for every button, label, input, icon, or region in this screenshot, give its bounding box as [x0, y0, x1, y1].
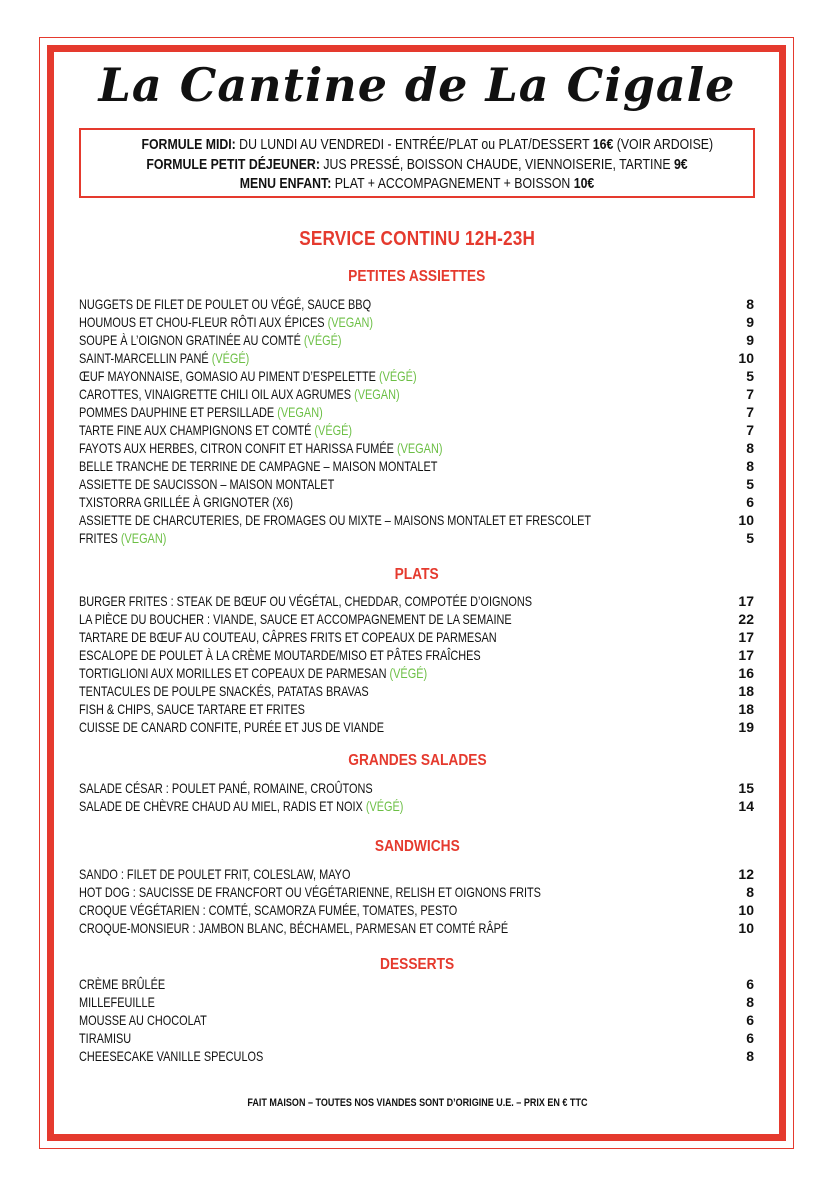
item-price: 19: [738, 719, 754, 735]
restaurant-title: La Cantine de La Cigale: [98, 58, 736, 112]
menu-item: CROQUE VÉGÉTARIEN : COMTÉ, SCAMORZA FUMÉE, TOMATES, PESTO 10: [79, 902, 754, 918]
footer-note: FAIT MAISON – TOUTES NOS VIANDES SONT D’ORIGINE U.E. – PRIX EN € TTC: [246, 1097, 588, 1109]
menu-item: TENTACULES DE POULPE SNACKÉS, PATATAS BRAVAS 18: [79, 683, 754, 699]
menu-item: CUISSE DE CANARD CONFITE, PURÉE ET JUS DE VIANDE 19: [79, 719, 754, 735]
item-price: 18: [738, 701, 754, 717]
section-title-sandwichs: SANDWICHS: [374, 838, 460, 855]
item-price: 8: [746, 296, 754, 312]
formula-box: [79, 128, 755, 198]
menu-item: NUGGETS DE FILET DE POULET OU VÉGÉ, SAUCE BBQ 8: [79, 296, 754, 312]
menu-item: TORTIGLIONI AUX MORILLES ET COPEAUX DE PARMESAN (VÉGÉ) 16: [79, 665, 754, 681]
item-price: 5: [746, 530, 754, 546]
item-price: 9: [746, 332, 754, 348]
menu-item: FRITES (VEGAN) 5: [79, 530, 754, 546]
menu-item: BURGER FRITES : STEAK DE BŒUF OU VÉGÉTAL, CHEDDAR, COMPOTÉE D’OIGNONS 17: [79, 593, 754, 609]
item-price: 6: [746, 1030, 754, 1046]
item-price: 17: [738, 593, 754, 609]
menu-item: ŒUF MAYONNAISE, GOMASIO AU PIMENT D’ESPELETTE (VÉGÉ) 5: [79, 368, 754, 384]
section-title-plats: PLATS: [394, 566, 440, 583]
menu-item: FAYOTS AUX HERBES, CITRON CONFIT ET HARISSA FUMÉE (VEGAN) 8: [79, 440, 754, 456]
item-price: 8: [746, 884, 754, 900]
item-price: 14: [738, 798, 754, 814]
item-price: 8: [746, 440, 754, 456]
section-title-desserts: DESSERTS: [379, 956, 455, 973]
menu-item: HOT DOG : SAUCISSE DE FRANCFORT OU VÉGÉTARIENNE, RELISH ET OIGNONS FRITS 8: [79, 884, 754, 900]
item-price: 7: [746, 386, 754, 402]
menu-item: SANDO : FILET DE POULET FRIT, COLESLAW, MAYO 12: [79, 866, 754, 882]
menu-item: MOUSSE AU CHOCOLAT 6: [79, 1012, 754, 1028]
item-price: 22: [738, 611, 754, 627]
item-price: 5: [746, 368, 754, 384]
item-price: 10: [738, 920, 754, 936]
section-items-grandes-salades: [79, 779, 754, 815]
item-price: 10: [738, 902, 754, 918]
menu-item: TIRAMISU 6: [79, 1030, 754, 1046]
item-price: 7: [746, 404, 754, 420]
item-price: 12: [738, 866, 754, 882]
menu-item: SALADE DE CHÈVRE CHAUD AU MIEL, RADIS ET NOIX (VÉGÉ) 14: [79, 798, 754, 814]
menu-item: SAINT-MARCELLIN PANÉ (VÉGÉ) 10: [79, 350, 754, 366]
menu-item: FISH & CHIPS, SAUCE TARTARE ET FRITES 18: [79, 701, 754, 717]
menu-item: TARTE FINE AUX CHAMPIGNONS ET COMTÉ (VÉGÉ) 7: [79, 422, 754, 438]
menu-item: LA PIÈCE DU BOUCHER : VIANDE, SAUCE ET ACCOMPAGNEMENT DE LA SEMAINE 22: [79, 611, 754, 627]
item-price: 8: [746, 1048, 754, 1064]
item-price: 8: [746, 458, 754, 474]
item-price: 5: [746, 476, 754, 492]
menu-item: ASSIETTE DE CHARCUTERIES, DE FROMAGES OU MIXTE – MAISONS MONTALET ET FRESCOLET 10: [79, 512, 754, 528]
item-price: 16: [738, 665, 754, 681]
menu-item: TXISTORRA GRILLÉE À GRIGNOTER (X6) 6: [79, 494, 754, 510]
section-items-petites-assiettes: [79, 295, 754, 547]
section-title-grandes-salades: GRANDES SALADES: [347, 752, 487, 769]
menu-item: TARTARE DE BŒUF AU COUTEAU, CÂPRES FRITS ET COPEAUX DE PARMESAN 17: [79, 629, 754, 645]
menu-item: HOUMOUS ET CHOU-FLEUR RÔTI AUX ÉPICES (VEGAN) 9: [79, 314, 754, 330]
item-price: 9: [746, 314, 754, 330]
item-price: 10: [738, 350, 754, 366]
section-items-desserts: [79, 975, 754, 1065]
service-hours: SERVICE CONTINU 12H-23H: [299, 228, 535, 250]
menu-item: MILLEFEUILLE 8: [79, 994, 754, 1010]
item-price: 17: [738, 629, 754, 645]
item-price: 18: [738, 683, 754, 699]
section-items-plats: [79, 592, 754, 736]
menu-item: SALADE CÉSAR : POULET PANÉ, ROMAINE, CROÛTONS 15: [79, 780, 754, 796]
menu-item: CRÈME BRÛLÉE 6: [79, 976, 754, 992]
item-price: 10: [738, 512, 754, 528]
menu-item: ESCALOPE DE POULET À LA CRÈME MOUTARDE/MISO ET PÂTES FRAÎCHES 17: [79, 647, 754, 663]
formula-midi: FORMULE MIDI: DU LUNDI AU VENDREDI - ENTRÉE/PLAT ou PLAT/DESSERT 16€ (VOIR ARDOISE): [141, 136, 714, 153]
item-price: 6: [746, 1012, 754, 1028]
item-price: 8: [746, 994, 754, 1010]
item-price: 6: [746, 494, 754, 510]
section-title-petites-assiettes: PETITES ASSIETTES: [348, 268, 486, 285]
menu-item: CROQUE-MONSIEUR : JAMBON BLANC, BÉCHAMEL, PARMESAN ET COMTÉ RÂPÉ 10: [79, 920, 754, 936]
menu-item: ASSIETTE DE SAUCISSON – MAISON MONTALET 5: [79, 476, 754, 492]
formula-petit-dejeuner: FORMULE PETIT DÉJEUNER: JUS PRESSÉ, BOISSON CHAUDE, VIENNOISERIE, TARTINE 9€: [146, 155, 688, 173]
item-price: 6: [746, 976, 754, 992]
formula-menu-enfant: MENU ENFANT: PLAT + ACCOMPAGNEMENT + BOISSON 10€: [239, 175, 595, 192]
item-price: 15: [738, 780, 754, 796]
item-price: 17: [738, 647, 754, 663]
menu-item: SOUPE À L’OIGNON GRATINÉE AU COMTÉ (VÉGÉ) 9: [79, 332, 754, 348]
section-items-sandwichs: [79, 865, 754, 937]
item-price: 7: [746, 422, 754, 438]
menu-item: CHEESECAKE VANILLE SPECULOS 8: [79, 1048, 754, 1064]
menu-item: POMMES DAUPHINE ET PERSILLADE (VEGAN) 7: [79, 404, 754, 420]
menu-item: BELLE TRANCHE DE TERRINE DE CAMPAGNE – MAISON MONTALET 8: [79, 458, 754, 474]
menu-item: CAROTTES, VINAIGRETTE CHILI OIL AUX AGRUMES (VEGAN) 7: [79, 386, 754, 402]
